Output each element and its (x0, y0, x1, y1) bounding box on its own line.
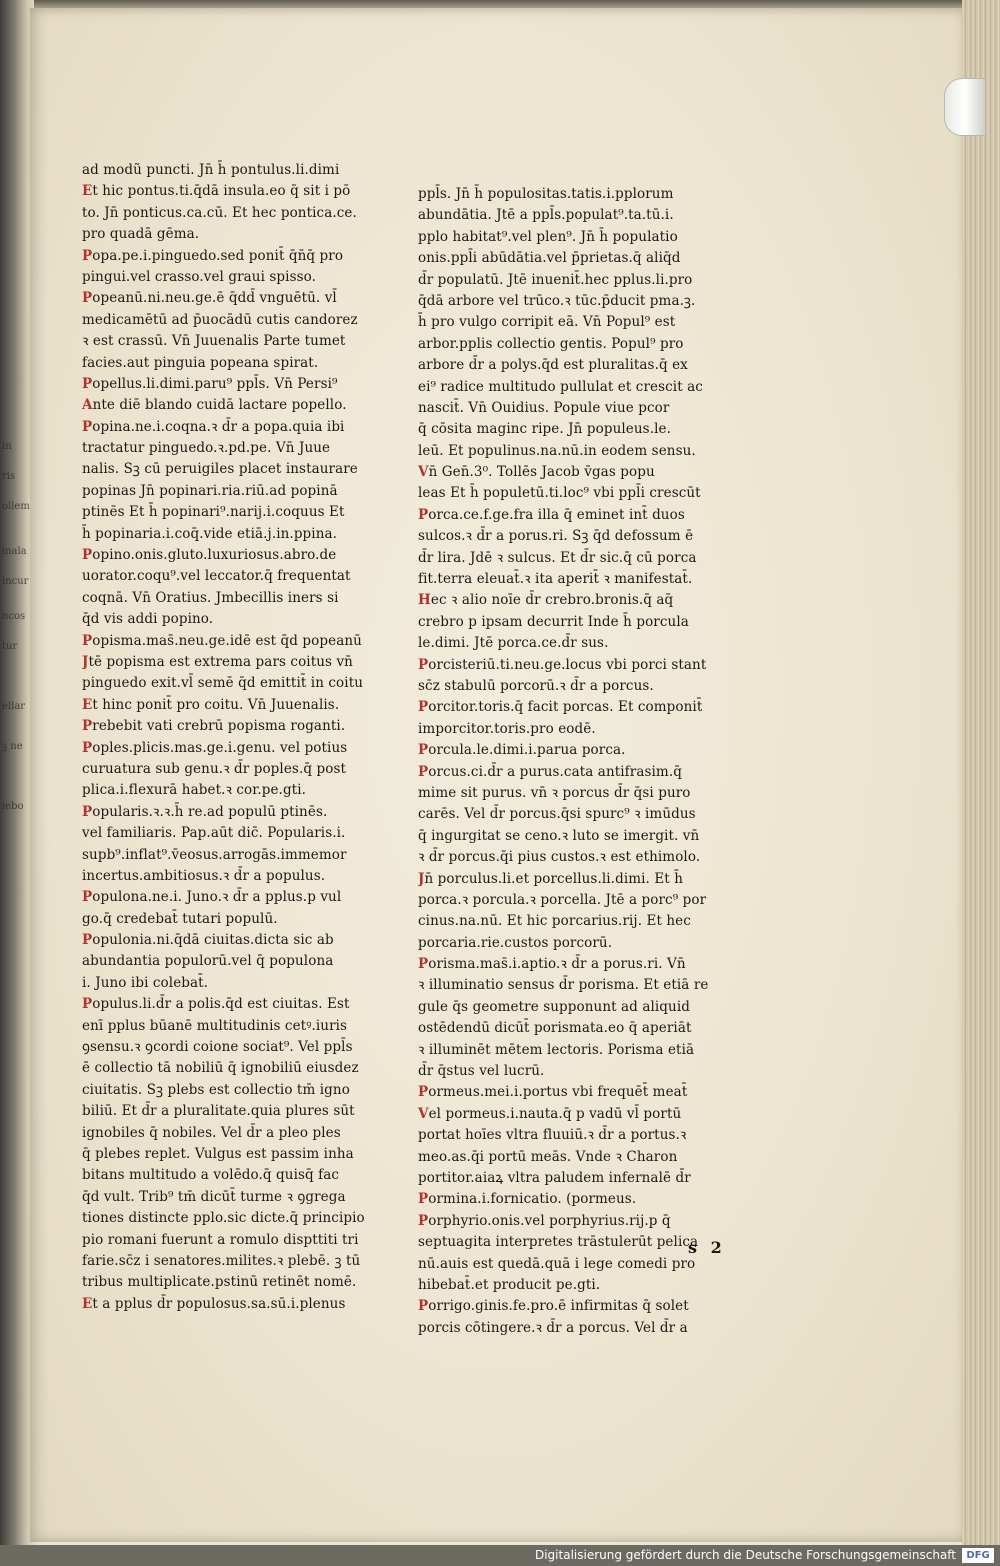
text-line: tribus multiplicate.pstinū retinēt nomē. (82, 1274, 357, 1291)
text-line: le.dimi. Jtē porca.ce.d̄r sus. (418, 635, 609, 652)
text-line: porca.ꝛ porcula.ꝛ porcella. Jtē a porc⁹ por (418, 891, 707, 908)
text-line: curuatura sub genu.ꝛ d̄r poples.q̄ post (82, 760, 347, 777)
text-line: Pormeus.mei.i.portus vbi frequēt̄ meat̄ (418, 1084, 688, 1101)
text-line: q̄dā arbore vel trūco.ꝛ tūc.p̄ducit pma.ꝫ. (418, 292, 696, 309)
text-line: nalis. Sꝫ cū peruigiles placet instaurare (82, 461, 358, 478)
text-line: Popino.onis.gluto.luxuriosus.abro.de (82, 547, 337, 564)
text-line: medicamētū ad p̄uocādū cutis candorez (82, 311, 358, 328)
text-line: sulcos.ꝛ d̄r a porus.ri. Sꝫ q̄d defossum ē (418, 528, 694, 545)
text-line: portitor.aiaꝝ vltra paludem infernalē d̄r (418, 1169, 691, 1186)
previous-page-edge (0, 0, 34, 1545)
text-line: porcaria.rie.custos porcorū. (418, 934, 613, 951)
footer-bar (0, 1545, 1000, 1566)
text-line: nascit̄. Vn̄ Ouidius. Popule viue pcor (418, 399, 670, 416)
facing-page-fragment: in (2, 441, 12, 452)
text-line: d̄r populatū. Jtē inuenit̄.hec pplus.li.pro (418, 271, 693, 288)
text-line: Hec ꝛ alio noīe d̄r crebro.bronis.q̄ aq̄ (418, 592, 674, 609)
text-line: Porcisteriū.ti.neu.ge.locus vbi porci stant (418, 656, 707, 673)
text-line: Jtē popisma est extrema pars coitus vn̄ (82, 653, 353, 670)
funding-credit: Digitalisierung gefördert durch die Deutsche Forschungsgemeinschaft (534, 1548, 956, 1562)
text-line: incertus.ambitiosus.ꝛ d̄r a populus. (82, 867, 326, 884)
text-line: arbor.pplis collectio gentis. Popul⁹ pro (418, 335, 684, 352)
text-line: pingui.vel crasso.vel graui spisso. (82, 268, 317, 285)
facing-page-fragment: ris (2, 471, 16, 482)
text-line: ciuitatis. Sꝫ plebs est collectio tm̄ igno (82, 1081, 350, 1098)
text-line: ignobiles q̄ nobiles. Vel d̄r a pleo ples (82, 1124, 341, 1141)
facing-page-fragment: iebo (2, 801, 24, 812)
text-line: Ante diē blando cuidā lactare popello. (82, 397, 347, 414)
text-line: plica.i.flexurā habet.ꝛ cor.pe.gti. (82, 782, 307, 799)
text-line: q̄d vult. Trib⁹ tm̄ dicūt̄ turme ꝛ ꝯgrega (82, 1188, 346, 1205)
text-line: Pormina.i.fornicatio. (pormeus. (418, 1191, 637, 1208)
text-line: ei⁹ radice multitudo pullulat et crescit ac (418, 378, 703, 395)
page-clip (944, 78, 985, 136)
facing-page-fragment: ncos (2, 611, 26, 622)
text-line: gule q̄s geometre supponunt ad aliquid (418, 998, 690, 1015)
text-line: ad modũ puncti. Jn̄ h̄ pontulus.li.dimi (82, 162, 340, 178)
text-line: to. Jn̄ ponticus.ca.cū. Et hec pontica.ce. (82, 204, 357, 221)
text-line: bitans multitudo a volēdo.q̄ quisq̄ fac (82, 1167, 340, 1184)
text-line: q̄d vis addi popino. (82, 611, 214, 628)
text-line: arbore d̄r a polys.q̄d est pluralitas.q̄ ex (418, 357, 688, 374)
text-line: Popeanū.ni.neu.ge.ē q̄dd̄ vnguētū. vl̄ (82, 290, 337, 307)
text-line: d̄r q̄stus vel lucrū. (418, 1063, 545, 1080)
text-line: ppl̄s. Jn̄ h̄ populositas.tatis.i.pplorum (418, 186, 674, 202)
text-line: Populonia.ni.q̄dā ciuitas.dicta sic ab (82, 932, 334, 949)
facing-page-fragment: ꝫ ne (2, 741, 23, 752)
text-line: supb⁹.inflat⁹.v̄eosus.arrogās.immemor (82, 846, 347, 863)
facing-page-fragment: mala (2, 546, 27, 557)
text-line: hibebat̄.et producit pe.gti. (418, 1276, 601, 1293)
text-line: Porcula.le.dimi.i.parua porca. (418, 742, 626, 759)
text-line: q̄ plebes replet. Vulgus est passim inha (82, 1145, 354, 1162)
text-line: Populona.ne.i. Juno.ꝛ d̄r a pplus.p vul (82, 889, 342, 906)
text-line: Porrigo.ginis.fe.pro.ē infirmitas q̄ solet (418, 1298, 689, 1315)
text-line: nū.auis est quedā.quā i lege comedi pro (418, 1255, 696, 1272)
text-line: facies.aut pinguia popeana spirat. (82, 354, 319, 371)
dfg-logo: DFG (962, 1548, 994, 1563)
text-line: mime sit purus. vn̄ ꝛ porcus d̄r q̄si puro (418, 784, 691, 801)
text-line: q̄ cōsita maginc ripe. Jn̄ populeus.le. (418, 421, 671, 438)
text-line: Porca.ce.f.ge.fra illa q̄ eminet int̄ duos (418, 506, 685, 523)
text-line: portat hoīes vltra fluuiū.ꝛ d̄r a portus.ꝛ (418, 1127, 687, 1144)
text-line: enī pplus būanē multitudinis cetꝰ.iuris (82, 1017, 348, 1034)
text-line: Popellus.li.dimi.paru⁹ ppl̄s. Vn̄ Persi⁹ (82, 375, 338, 392)
text-line: leas Et h̄ populetū.ti.loc⁹ vbi ppl̄i crescūt (418, 485, 701, 502)
text-line: d̄r lira. Jdē ꝛ sulcus. Et d̄r sic.q̄ cū porca (418, 549, 697, 566)
facing-page-fragment: ollem (2, 501, 30, 512)
text-line: Populus.li.d̄r a polis.q̄d est ciuitas. Est (82, 996, 350, 1013)
text-line: abundantia populorū.vel q̄ populona (82, 953, 334, 970)
text-line: sc̄z stabulū porcorū.ꝛ d̄r a porcus. (418, 677, 654, 694)
text-line: septuagita interpretes trāstulerūt pelica (418, 1234, 699, 1251)
text-line: Porisma.mas̄.i.aptio.ꝛ d̄r a porus.ri. Vn̄ (418, 956, 686, 973)
text-line: ꝛ d̄r porcus.q̄i pius custos.ꝛ est ethimolo. (418, 849, 701, 866)
text-line: ꝛ est crassū. Vn̄ Juuenalis Parte tumet (82, 333, 346, 350)
text-line: Porphyrio.onis.vel porphyrius.rij.p q̄ (418, 1212, 671, 1229)
text-line: tractatur pinguedo.ꝛ.pd.pe. Vn̄ Juue (82, 440, 331, 457)
text-line: cinus.na.nū. Et hic porcarius.rij. Et hec (418, 913, 691, 930)
text-line: Popularis.ꝛ.ꝛ.h̄ re.ad populū ptinēs. (82, 803, 328, 820)
text-line: carēs. Vel d̄r porcus.q̄si spurc⁹ ꝛ imūdus (418, 806, 696, 823)
text-line: h̄ pro vulgo corripit eā. Vn̄ Popul⁹ est (418, 314, 676, 331)
page-fore-edge (962, 0, 1000, 1545)
text-line: pro quadā gēma. (82, 226, 200, 243)
text-line: vel familiaris. Pap.aūt dic̄. Popularis.i. (82, 825, 346, 842)
text-line: biliū. Et d̄r a pluralitate.quia plures sūt (82, 1103, 355, 1120)
text-line: Et hinc ponit̄ pro coitu. Vn̄ Juuenalis. (82, 696, 340, 713)
text-line: Popina.ne.i.coqna.ꝛ d̄r a popa.quia ibi (82, 418, 345, 435)
text-column-right (418, 184, 740, 1339)
text-line: crebro p ipsam decurrit Inde h̄ porcula (418, 613, 689, 630)
text-line: popinas Jn̄ popinari.ria.riū.ad popinā (82, 482, 338, 499)
text-line: ē collectio tā nobiliū q̄ ignobiliū eiusdez (82, 1060, 359, 1077)
facing-page-fragment: incur (2, 576, 29, 587)
text-line: ptinēs Et h̄ popinari⁹.narij.i.coquus Et (82, 504, 345, 521)
text-line: ostēdendū dicūt̄ porismata.eo q̄ aperiāt (418, 1020, 692, 1037)
text-line: Porcitor.toris.q̄ facit porcas. Et componit̄ (418, 699, 703, 716)
text-line: Prebebit vati crebrū popisma roganti. (82, 718, 346, 735)
text-line: imporcitor.toris.pro eodē. (418, 720, 596, 737)
text-line: porcis cōtingere.ꝛ d̄r a porcus. Vel d̄r a (418, 1319, 688, 1336)
text-column-left (82, 160, 382, 1315)
text-line: Porcus.ci.d̄r a purus.cata antifrasim.q̄ (418, 763, 682, 780)
text-line: pio romani fuerunt a romulo dispttiti tri (82, 1231, 359, 1248)
text-line: Popa.pe.i.pinguedo.sed ponit̄ q̄n̄q̄ pro (82, 247, 344, 264)
text-line: fit.terra eleuat̄.ꝛ ita aperit̄ ꝛ manifestat̄. (418, 571, 693, 588)
gathering-signature: s 2 (688, 1238, 726, 1257)
text-line: ꝯsensu.ꝛ ꝯcordi coione sociat⁹. Vel ppl̄s (82, 1039, 353, 1056)
text-line: pplo habitat⁹.vel plen⁹. Jn̄ h̄ populatio (418, 228, 678, 245)
text-line: Jn̄ porculus.li.et porcellus.li.dimi. Et h̄ (418, 870, 684, 887)
text-line: go.q̄ credebat̄ tutari populū. (82, 910, 278, 927)
text-line: Et a pplus d̄r populosus.sa.sū.i.plenus (82, 1295, 346, 1312)
text-line: Vn̄ Gen̄.3⁰. Tollēs Jacob v̄gas popu (418, 464, 655, 481)
text-line: q̄ ingurgitat se ceno.ꝛ luto se imergit. vn̄ (418, 827, 700, 844)
text-line: tiones distincte pplo.sic dicte.q̄ principio (82, 1210, 365, 1227)
text-line: Vel pormeus.i.nauta.q̄ p vadū vl̄ portū (418, 1105, 682, 1122)
text-line: ꝛ illuminatio sensus d̄r porisma. Et etiā re (418, 977, 709, 994)
text-line: abundātia. Jtē a ppl̄s.populat⁹.ta.tū.i. (418, 207, 674, 224)
text-line: uorator.coqu⁹.vel leccator.q̄ frequentat (82, 568, 351, 585)
text-line: leū. Et populinus.na.nū.in eodem sensu. (418, 442, 696, 459)
text-line: Et hic pontus.ti.q̄dā insula.eo q̄ sit i pō (82, 183, 351, 200)
text-line: farie.sc̄z i senatores.milites.ꝛ plebē. ꝫ tū (82, 1252, 361, 1269)
facing-page-fragment: ellar (2, 701, 26, 712)
text-line: h̄ popinaria.i.coq̄.vide etiā.j.in.ppina. (82, 525, 338, 542)
text-line: Popisma.mas̄.neu.ge.idē est q̄d popeanū (82, 632, 362, 649)
text-line: coqnā. Vn̄ Oratius. Jmbecillis iners si (82, 589, 339, 606)
text-line: ꝛ illuminēt mētem lectoris. Porisma etiā (418, 1041, 695, 1058)
text-line: pinguedo exit.vl̄ semē q̄d emittit̄ in coitu (82, 675, 364, 692)
text-line: i. Juno ibi colebat̄. (82, 974, 209, 991)
text-line: Poples.plicis.mas.ge.i.genu. vel potius (82, 739, 348, 756)
text-line: meo.as.q̄i portū meās. Vnde ꝛ Charon (418, 1148, 678, 1165)
text-line: onis.ppl̄i abūdātia.vel p̄prietas.q̄ aliq̄d (418, 250, 681, 267)
facing-page-fragment: tur (2, 641, 18, 652)
